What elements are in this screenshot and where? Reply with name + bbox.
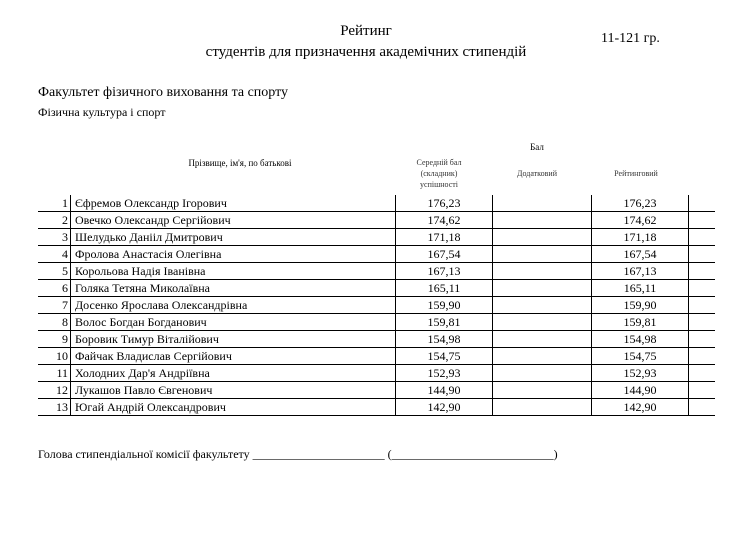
average-score: 152,93 bbox=[396, 365, 493, 382]
document-title: Рейтинг bbox=[340, 23, 392, 39]
row-tail bbox=[689, 348, 716, 365]
table-row bbox=[38, 212, 715, 229]
row-number: 1 bbox=[38, 195, 71, 212]
rating-score: 174,62 bbox=[592, 212, 689, 229]
row-number: 4 bbox=[38, 246, 71, 263]
row-number: 9 bbox=[38, 331, 71, 348]
table-row bbox=[38, 263, 715, 280]
table-row bbox=[38, 297, 715, 314]
average-score: 154,75 bbox=[396, 348, 493, 365]
average-score: 171,18 bbox=[396, 229, 493, 246]
table-row bbox=[38, 365, 715, 382]
rating-score: 165,11 bbox=[592, 280, 689, 297]
additional-score bbox=[493, 195, 592, 212]
column-header-average-line1: Середній бал bbox=[416, 158, 462, 167]
average-score: 159,90 bbox=[396, 297, 493, 314]
row-number: 7 bbox=[38, 297, 71, 314]
student-name: Досенко Ярослава Олександрівна bbox=[71, 297, 396, 314]
row-tail bbox=[689, 212, 716, 229]
row-number: 3 bbox=[38, 229, 71, 246]
additional-score bbox=[493, 331, 592, 348]
additional-score bbox=[493, 280, 592, 297]
table-row bbox=[38, 229, 715, 246]
average-score: 174,62 bbox=[396, 212, 493, 229]
table-row bbox=[38, 280, 715, 297]
student-name: Голяка Тетяна Миколаївна bbox=[71, 280, 396, 297]
document-subtitle: студентів для призначення академічних стипендій bbox=[205, 44, 527, 60]
row-number: 6 bbox=[38, 280, 71, 297]
row-tail bbox=[689, 195, 716, 212]
average-score: 142,90 bbox=[396, 399, 493, 416]
rating-score: 142,90 bbox=[592, 399, 689, 416]
row-tail bbox=[689, 382, 716, 399]
student-name: Овечко Олександр Сергійович bbox=[71, 212, 396, 229]
rating-score: 159,90 bbox=[592, 297, 689, 314]
additional-score bbox=[493, 246, 592, 263]
column-header-rating: Рейтинговий bbox=[614, 169, 658, 178]
group-label: 11-121 гр. bbox=[601, 31, 660, 46]
student-name: Фролова Анастасія Олегівна bbox=[71, 246, 396, 263]
column-header-average-line3: успішності bbox=[420, 180, 458, 189]
average-score: 159,81 bbox=[396, 314, 493, 331]
table-row bbox=[38, 314, 715, 331]
average-score: 167,13 bbox=[396, 263, 493, 280]
column-header-name: Прізвище, ім'я, по батькові bbox=[188, 158, 292, 168]
rating-score: 154,75 bbox=[592, 348, 689, 365]
table-row bbox=[38, 331, 715, 348]
row-tail bbox=[689, 263, 716, 280]
row-tail bbox=[689, 314, 716, 331]
average-score: 144,90 bbox=[396, 382, 493, 399]
additional-score bbox=[493, 212, 592, 229]
rating-score: 159,81 bbox=[592, 314, 689, 331]
average-score: 176,23 bbox=[396, 195, 493, 212]
row-tail bbox=[689, 280, 716, 297]
student-name: Файчак Владислав Сергійович bbox=[71, 348, 396, 365]
row-number: 11 bbox=[38, 365, 71, 382]
average-score: 167,54 bbox=[396, 246, 493, 263]
row-tail bbox=[689, 365, 716, 382]
student-name: Єфремов Олександр Ігорович bbox=[71, 195, 396, 212]
student-name: Холодних Дар'я Андріївна bbox=[71, 365, 396, 382]
column-header-additional: Додатковий bbox=[517, 169, 557, 178]
additional-score bbox=[493, 399, 592, 416]
rating-score: 152,93 bbox=[592, 365, 689, 382]
row-number: 2 bbox=[38, 212, 71, 229]
student-name: Боровик Тимур Віталійович bbox=[71, 331, 396, 348]
student-name: Шелудько Данііл Дмитрович bbox=[71, 229, 396, 246]
row-tail bbox=[689, 399, 716, 416]
average-score: 154,98 bbox=[396, 331, 493, 348]
column-header-average-line2: (складник) bbox=[420, 169, 458, 178]
row-tail bbox=[689, 297, 716, 314]
row-number: 8 bbox=[38, 314, 71, 331]
rating-score: 144,90 bbox=[592, 382, 689, 399]
table-row bbox=[38, 399, 715, 416]
student-name: Волос Богдан Богданович bbox=[71, 314, 396, 331]
student-name: Корольова Надія Іванівна bbox=[71, 263, 396, 280]
rating-table bbox=[38, 195, 715, 416]
row-tail bbox=[689, 246, 716, 263]
rating-score: 167,54 bbox=[592, 246, 689, 263]
additional-score bbox=[493, 348, 592, 365]
column-header-bal: Бал bbox=[530, 142, 544, 152]
row-number: 10 bbox=[38, 348, 71, 365]
additional-score bbox=[493, 297, 592, 314]
row-number: 12 bbox=[38, 382, 71, 399]
rating-score: 176,23 bbox=[592, 195, 689, 212]
row-number: 13 bbox=[38, 399, 71, 416]
row-tail bbox=[689, 331, 716, 348]
table-row bbox=[38, 195, 715, 212]
student-name: Югай Андрій Олександрович bbox=[71, 399, 396, 416]
specialty-name: Фізична культура і спорт bbox=[38, 105, 166, 119]
additional-score bbox=[493, 229, 592, 246]
rating-table-body bbox=[38, 195, 715, 416]
footer-signature-line: Голова стипендіальної комісії факультету ______________________ (___________________________) bbox=[38, 447, 558, 461]
rating-score: 167,13 bbox=[592, 263, 689, 280]
rating-score: 171,18 bbox=[592, 229, 689, 246]
row-number: 5 bbox=[38, 263, 71, 280]
table-row bbox=[38, 382, 715, 399]
faculty-name: Факультет фізичного виховання та спорту bbox=[38, 85, 289, 100]
rating-score: 154,98 bbox=[592, 331, 689, 348]
student-name: Лукашов Павло Євгенович bbox=[71, 382, 396, 399]
table-row bbox=[38, 246, 715, 263]
additional-score bbox=[493, 263, 592, 280]
table-row bbox=[38, 348, 715, 365]
average-score: 165,11 bbox=[396, 280, 493, 297]
column-header-average bbox=[392, 157, 486, 190]
additional-score bbox=[493, 314, 592, 331]
additional-score bbox=[493, 365, 592, 382]
additional-score bbox=[493, 382, 592, 399]
row-tail bbox=[689, 229, 716, 246]
